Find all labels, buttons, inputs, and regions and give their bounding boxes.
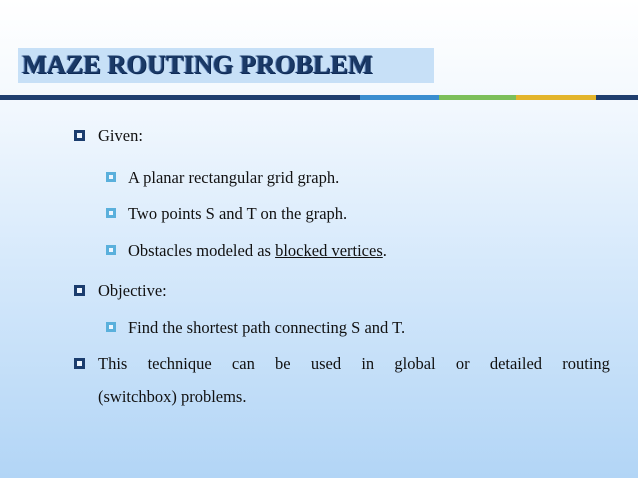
word: in [361,354,375,373]
word: technique [147,354,212,373]
square-bullet-icon [74,130,85,141]
word: This [98,354,128,373]
obstacles-prefix: Obstacles modeled as [128,241,276,260]
bullet-text: Find the shortest path connecting S and T. [128,318,406,337]
divider-segment-navy [0,95,360,100]
square-bullet-icon [106,208,116,218]
word: be [275,354,291,373]
square-bullet-icon [74,285,85,296]
bullet-text-line-1 [98,352,610,376]
square-bullet-icon [106,245,116,255]
word: or [455,354,470,373]
bullet-text-line-2: (switchbox) problems. [98,387,247,406]
obstacles-suffix: . [382,241,387,260]
title-divider [0,95,638,100]
word: global [394,354,436,373]
divider-segment-green [439,95,516,100]
bullet-text [128,239,387,263]
bullet-text: Given: [98,126,143,145]
divider-segment-blue [360,95,439,100]
bullet-text: A planar rectangular grid graph. [128,168,340,187]
bullet-text: Two points S and T on the graph. [128,204,348,223]
word: can [231,354,255,373]
divider-segment-end [596,95,638,100]
bullet-text: Objective: [98,281,167,300]
square-bullet-icon [74,358,85,369]
square-bullet-icon [106,322,116,332]
slide-title: MAZE ROUTING PROBLEM [22,50,373,79]
divider-segment-gold [516,95,596,100]
square-bullet-icon [106,172,116,182]
word: detailed [489,354,543,373]
word: routing [562,354,610,373]
blocked-vertices-link[interactable]: blocked vertices [275,241,383,260]
word: used [310,354,342,373]
